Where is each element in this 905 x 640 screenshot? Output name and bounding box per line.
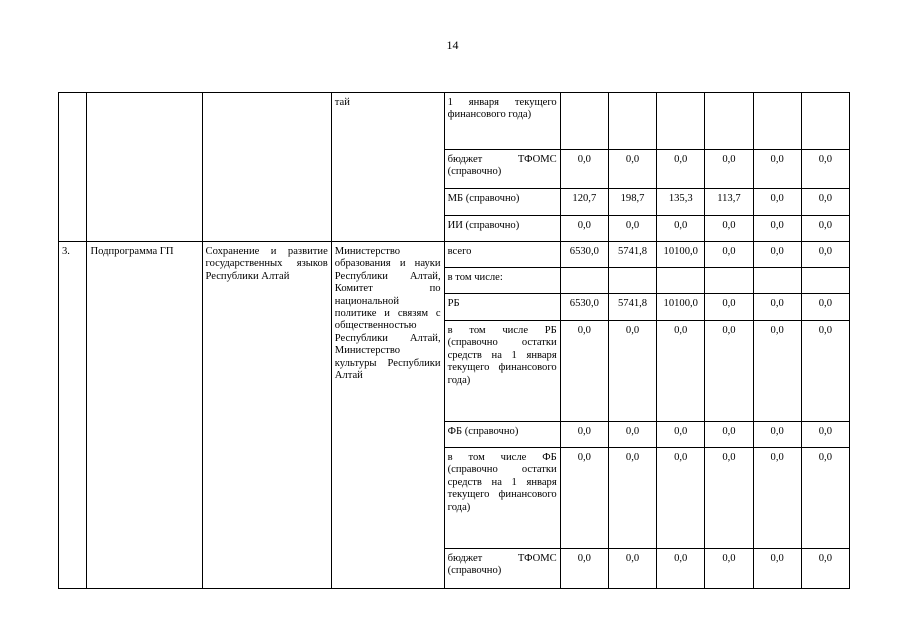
funding-source-cell: в том числе ФБ (справочно остатки средств на 1 января текущего финансового года) [444,448,560,549]
value-cell: 0,0 [608,321,656,422]
value-cell: 0,0 [705,321,753,422]
budget-table [58,92,850,589]
value-cell [560,268,608,294]
value-cell: 0,0 [560,150,608,189]
value-cell [657,268,705,294]
value-cell: 0,0 [657,321,705,422]
value-cell: 0,0 [801,189,849,216]
value-cell: 0,0 [608,150,656,189]
value-cell: 120,7 [560,189,608,216]
value-cell: 0,0 [608,216,656,242]
funding-source-cell: ИИ (справочно) [444,216,560,242]
value-cell: 0,0 [657,150,705,189]
value-cell: 6530,0 [560,242,608,268]
executor-cell: Министерство образования и науки Республики Алтай, Комитет по национальной политике и связям с общественностью Республики Алтай, Министерство культуры Республики Алтай [331,242,444,589]
value-cell: 10100,0 [657,294,705,321]
value-cell: 0,0 [705,242,753,268]
funding-source-cell: в том числе: [444,268,560,294]
value-cell: 0,0 [705,549,753,589]
funding-source-cell: в том числе РБ (справочно остатки средств на 1 января текущего финансового года) [444,321,560,422]
funding-source-cell: всего [444,242,560,268]
value-cell: 0,0 [753,549,801,589]
value-cell: 198,7 [608,189,656,216]
value-cell [801,93,849,150]
value-cell: 0,0 [657,422,705,448]
value-cell: 0,0 [753,448,801,549]
value-cell [608,268,656,294]
value-cell [705,268,753,294]
value-cell: 0,0 [801,422,849,448]
value-cell: 6530,0 [560,294,608,321]
value-cell: 0,0 [560,549,608,589]
value-cell: 0,0 [657,448,705,549]
executor-cell: тай [331,93,444,242]
value-cell: 0,0 [801,321,849,422]
value-cell: 0,0 [608,549,656,589]
funding-source-cell: РБ [444,294,560,321]
funding-source-cell: 1 января текущего финансового года) [444,93,560,150]
program-cell [87,93,202,242]
task-cell: Сохранение и развитие государственных языков Республики Алтай [202,242,331,589]
value-cell: 0,0 [657,549,705,589]
value-cell: 113,7 [705,189,753,216]
index-cell [59,93,87,242]
value-cell [608,93,656,150]
value-cell: 0,0 [753,294,801,321]
value-cell: 0,0 [705,294,753,321]
value-cell: 0,0 [705,150,753,189]
value-cell [657,93,705,150]
value-cell [705,93,753,150]
value-cell: 0,0 [560,448,608,549]
value-cell: 0,0 [560,216,608,242]
task-cell [202,93,331,242]
value-cell: 0,0 [753,422,801,448]
value-cell: 10100,0 [657,242,705,268]
value-cell: 0,0 [753,150,801,189]
value-cell: 0,0 [608,422,656,448]
value-cell: 0,0 [801,150,849,189]
value-cell: 0,0 [801,448,849,549]
value-cell: 0,0 [753,242,801,268]
value-cell: 0,0 [705,448,753,549]
table-row [59,93,850,150]
funding-source-cell: бюджет ТФОМС (справочно) [444,150,560,189]
value-cell: 0,0 [657,216,705,242]
value-cell: 0,0 [705,216,753,242]
value-cell: 5741,8 [608,294,656,321]
value-cell [801,268,849,294]
value-cell: 0,0 [753,216,801,242]
value-cell [560,93,608,150]
value-cell [753,93,801,150]
funding-source-cell: ФБ (справочно) [444,422,560,448]
value-cell: 5741,8 [608,242,656,268]
value-cell: 0,0 [801,216,849,242]
index-cell: 3. [59,242,87,589]
value-cell: 0,0 [560,422,608,448]
value-cell: 0,0 [705,422,753,448]
value-cell: 0,0 [753,189,801,216]
page-number: 14 [446,38,459,52]
value-cell: 0,0 [560,321,608,422]
funding-source-cell: МБ (справочно) [444,189,560,216]
value-cell: 135,3 [657,189,705,216]
program-cell: Подпрограмма ГП [87,242,202,589]
value-cell: 0,0 [608,448,656,549]
funding-source-cell: бюджет ТФОМС (справочно) [444,549,560,589]
value-cell: 0,0 [801,549,849,589]
value-cell: 0,0 [753,321,801,422]
table-row [59,242,850,268]
value-cell [753,268,801,294]
value-cell: 0,0 [801,294,849,321]
value-cell: 0,0 [801,242,849,268]
